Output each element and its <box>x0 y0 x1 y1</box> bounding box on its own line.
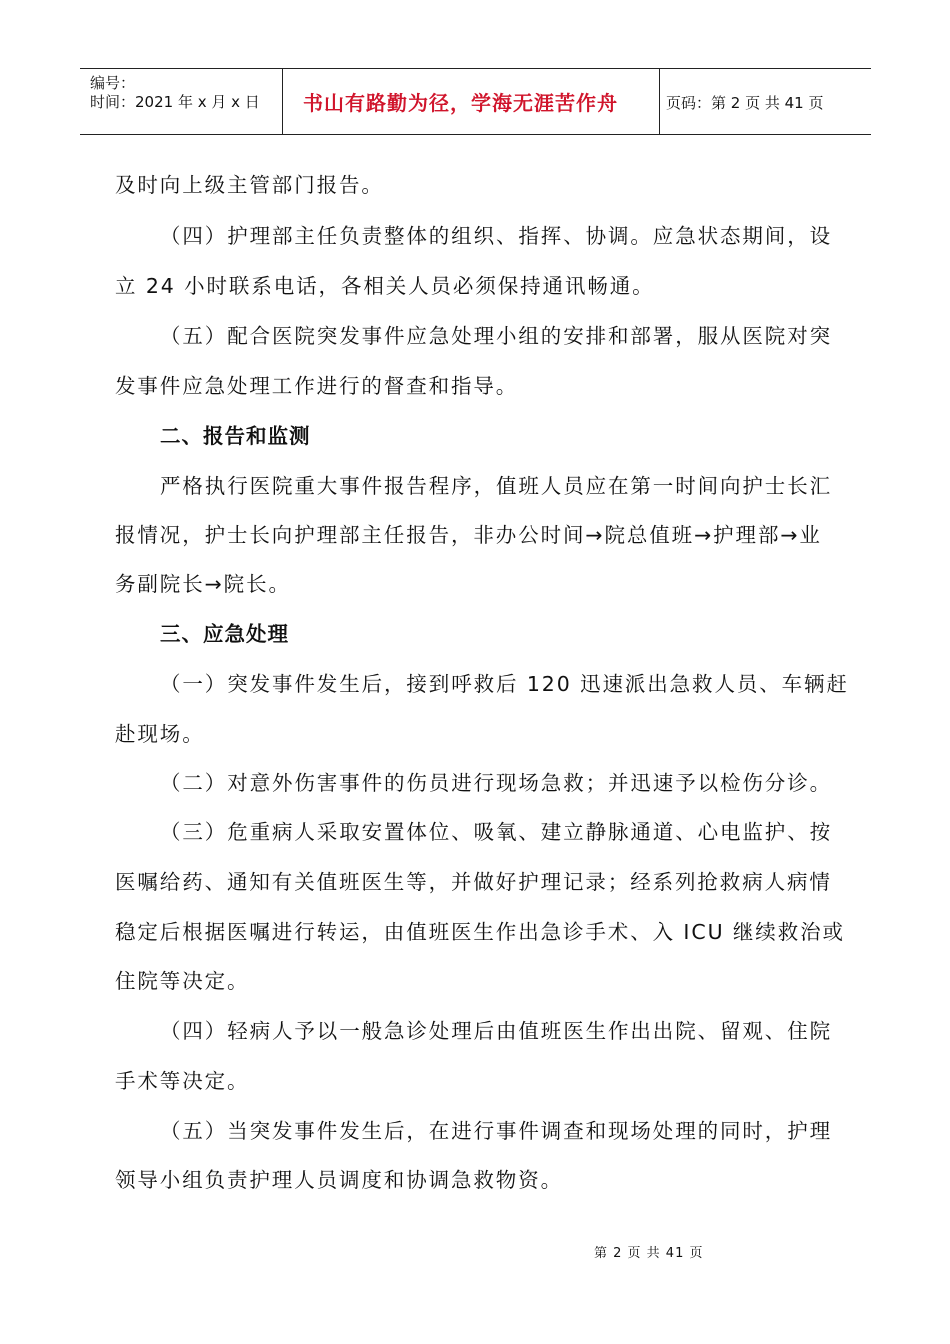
paragraph-line: （一）突发事件发生后，接到呼救后 120 迅速派出急救人员、车辆赶 <box>160 672 849 696</box>
paragraph-line: 严格执行医院重大事件报告程序，值班人员应在第一时间向护士长汇 <box>160 474 832 498</box>
paragraph-line: （四）轻病人予以一般急诊处理后由值班医生作出出院、留观、住院 <box>160 1019 832 1043</box>
footer-page-number: 第 2 页 共 41 页 <box>594 1246 704 1261</box>
header-slogan-cell <box>283 69 660 134</box>
paragraph-line: 住院等决定。 <box>115 969 250 993</box>
header-page-reference: 页码：第 2 页 共 41 页 <box>666 94 824 112</box>
paragraph-line: 报情况，护士长向护理部主任报告，非办公时间→院总值班→护理部→业 <box>115 523 822 547</box>
paragraph-line: 发事件应急处理工作进行的督查和指导。 <box>115 374 519 398</box>
paragraph-line: （二）对意外伤害事件的伤员进行现场急救；并迅速予以检伤分诊。 <box>160 771 832 795</box>
header-slogan: 书山有路勤为径，学海无涯苦作舟 <box>303 91 618 115</box>
paragraph-line: 稳定后根据医嘱进行转运，由值班医生作出急诊手术、入 ICU 继续救治或 <box>115 920 845 944</box>
header-page-cell <box>660 69 871 134</box>
paragraph-line: 立 24 小时联系电话，各相关人员必须保持通讯畅通。 <box>115 274 655 298</box>
section-heading-emergency: 三、应急处理 <box>160 622 289 646</box>
paragraph-line: 领导小组负责护理人员调度和协调急救物资。 <box>115 1168 563 1192</box>
document-header <box>80 68 871 135</box>
paragraph-line: 医嘱给药、通知有关值班医生等，并做好护理记录；经系列抢救病人病情 <box>115 870 832 894</box>
paragraph-line: 及时向上级主管部门报告。 <box>115 173 384 197</box>
paragraph-line: （五）配合医院突发事件应急处理小组的安排和部署，服从医院对突 <box>160 324 832 348</box>
paragraph-line: 手术等决定。 <box>115 1069 250 1093</box>
paragraph-line: （四）护理部主任负责整体的组织、指挥、协调。应急状态期间，设 <box>160 224 832 248</box>
document-date-label: 时间：2021 年 x 月 x 日 <box>90 93 260 111</box>
document-number-label: 编号： <box>90 74 136 92</box>
paragraph-line: 赴现场。 <box>115 722 205 746</box>
section-heading-report-monitor: 二、报告和监测 <box>160 424 311 448</box>
paragraph-line: （五）当突发事件发生后，在进行事件调查和现场处理的同时，护理 <box>160 1119 832 1143</box>
paragraph-line: 务副院长→院长。 <box>115 572 291 596</box>
header-meta-cell <box>80 69 283 134</box>
paragraph-line: （三）危重病人采取安置体位、吸氧、建立静脉通道、心电监护、按 <box>160 820 832 844</box>
